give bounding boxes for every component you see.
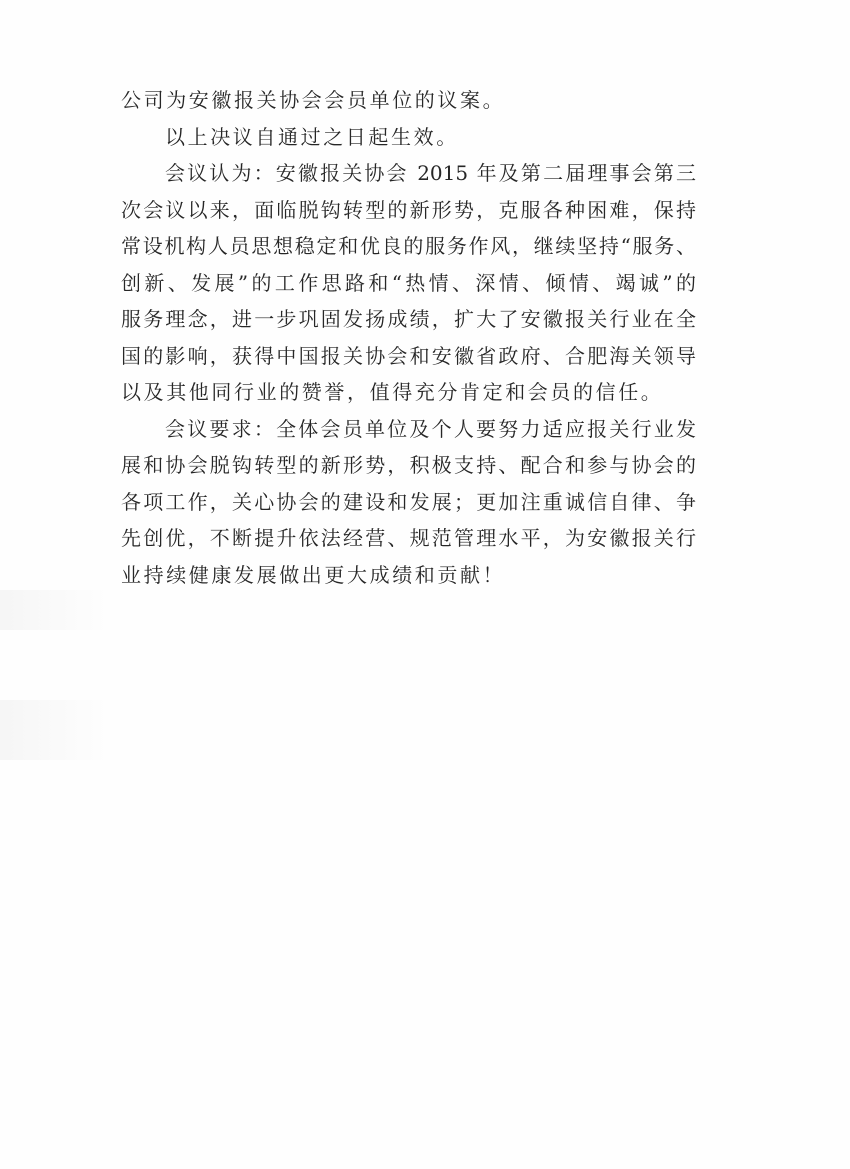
paragraph-line: 创新、发展”的工作思路和“热情、深情、倾情、竭诚”的 bbox=[121, 270, 696, 295]
paragraph-line: 次会议以来，面临脱钩转型的新形势，克服各种困难，保持 bbox=[121, 197, 696, 222]
paragraph-line: 以上决议自通过之日起生效。 bbox=[165, 124, 459, 149]
paragraph-line: 展和协会脱钩转型的新形势，积极支持、配合和参与协会的 bbox=[121, 453, 696, 477]
paragraph-line: 会议要求：全体会员单位及个人要努力适应报关行业发 bbox=[165, 416, 696, 441]
scan-artifact bbox=[0, 700, 110, 760]
paragraph-line: 业持续健康发展做出更大成绩和贡献！ bbox=[121, 562, 506, 587]
paragraph-line: 公司为安徽报关协会会员单位的议案。 bbox=[121, 88, 506, 112]
paragraph-line: 常设机构人员思想稳定和优良的服务作风，继续坚持“服务、 bbox=[121, 234, 696, 258]
paragraph-line: 服务理念，进一步巩固发扬成绩，扩大了安徽报关行业在全 bbox=[121, 307, 696, 331]
scan-artifact bbox=[0, 590, 110, 630]
document-body bbox=[121, 82, 701, 593]
paragraph-line: 国的影响，获得中国报关协会和安徽省政府、合肥海关领导 bbox=[121, 343, 696, 368]
paragraph-line: 各项工作，关心协会的建设和发展；更加注重诚信自律、争 bbox=[121, 489, 696, 514]
paragraph-line: 会议认为：安徽报关协会 2015 年及第二届理事会第三 bbox=[165, 161, 696, 185]
paragraph-line: 先创优，不断提升依法经营、规范管理水平，为安徽报关行 bbox=[121, 526, 696, 550]
paragraph-line: 以及其他同行业的赞誉，值得充分肯定和会员的信任。 bbox=[121, 380, 664, 404]
